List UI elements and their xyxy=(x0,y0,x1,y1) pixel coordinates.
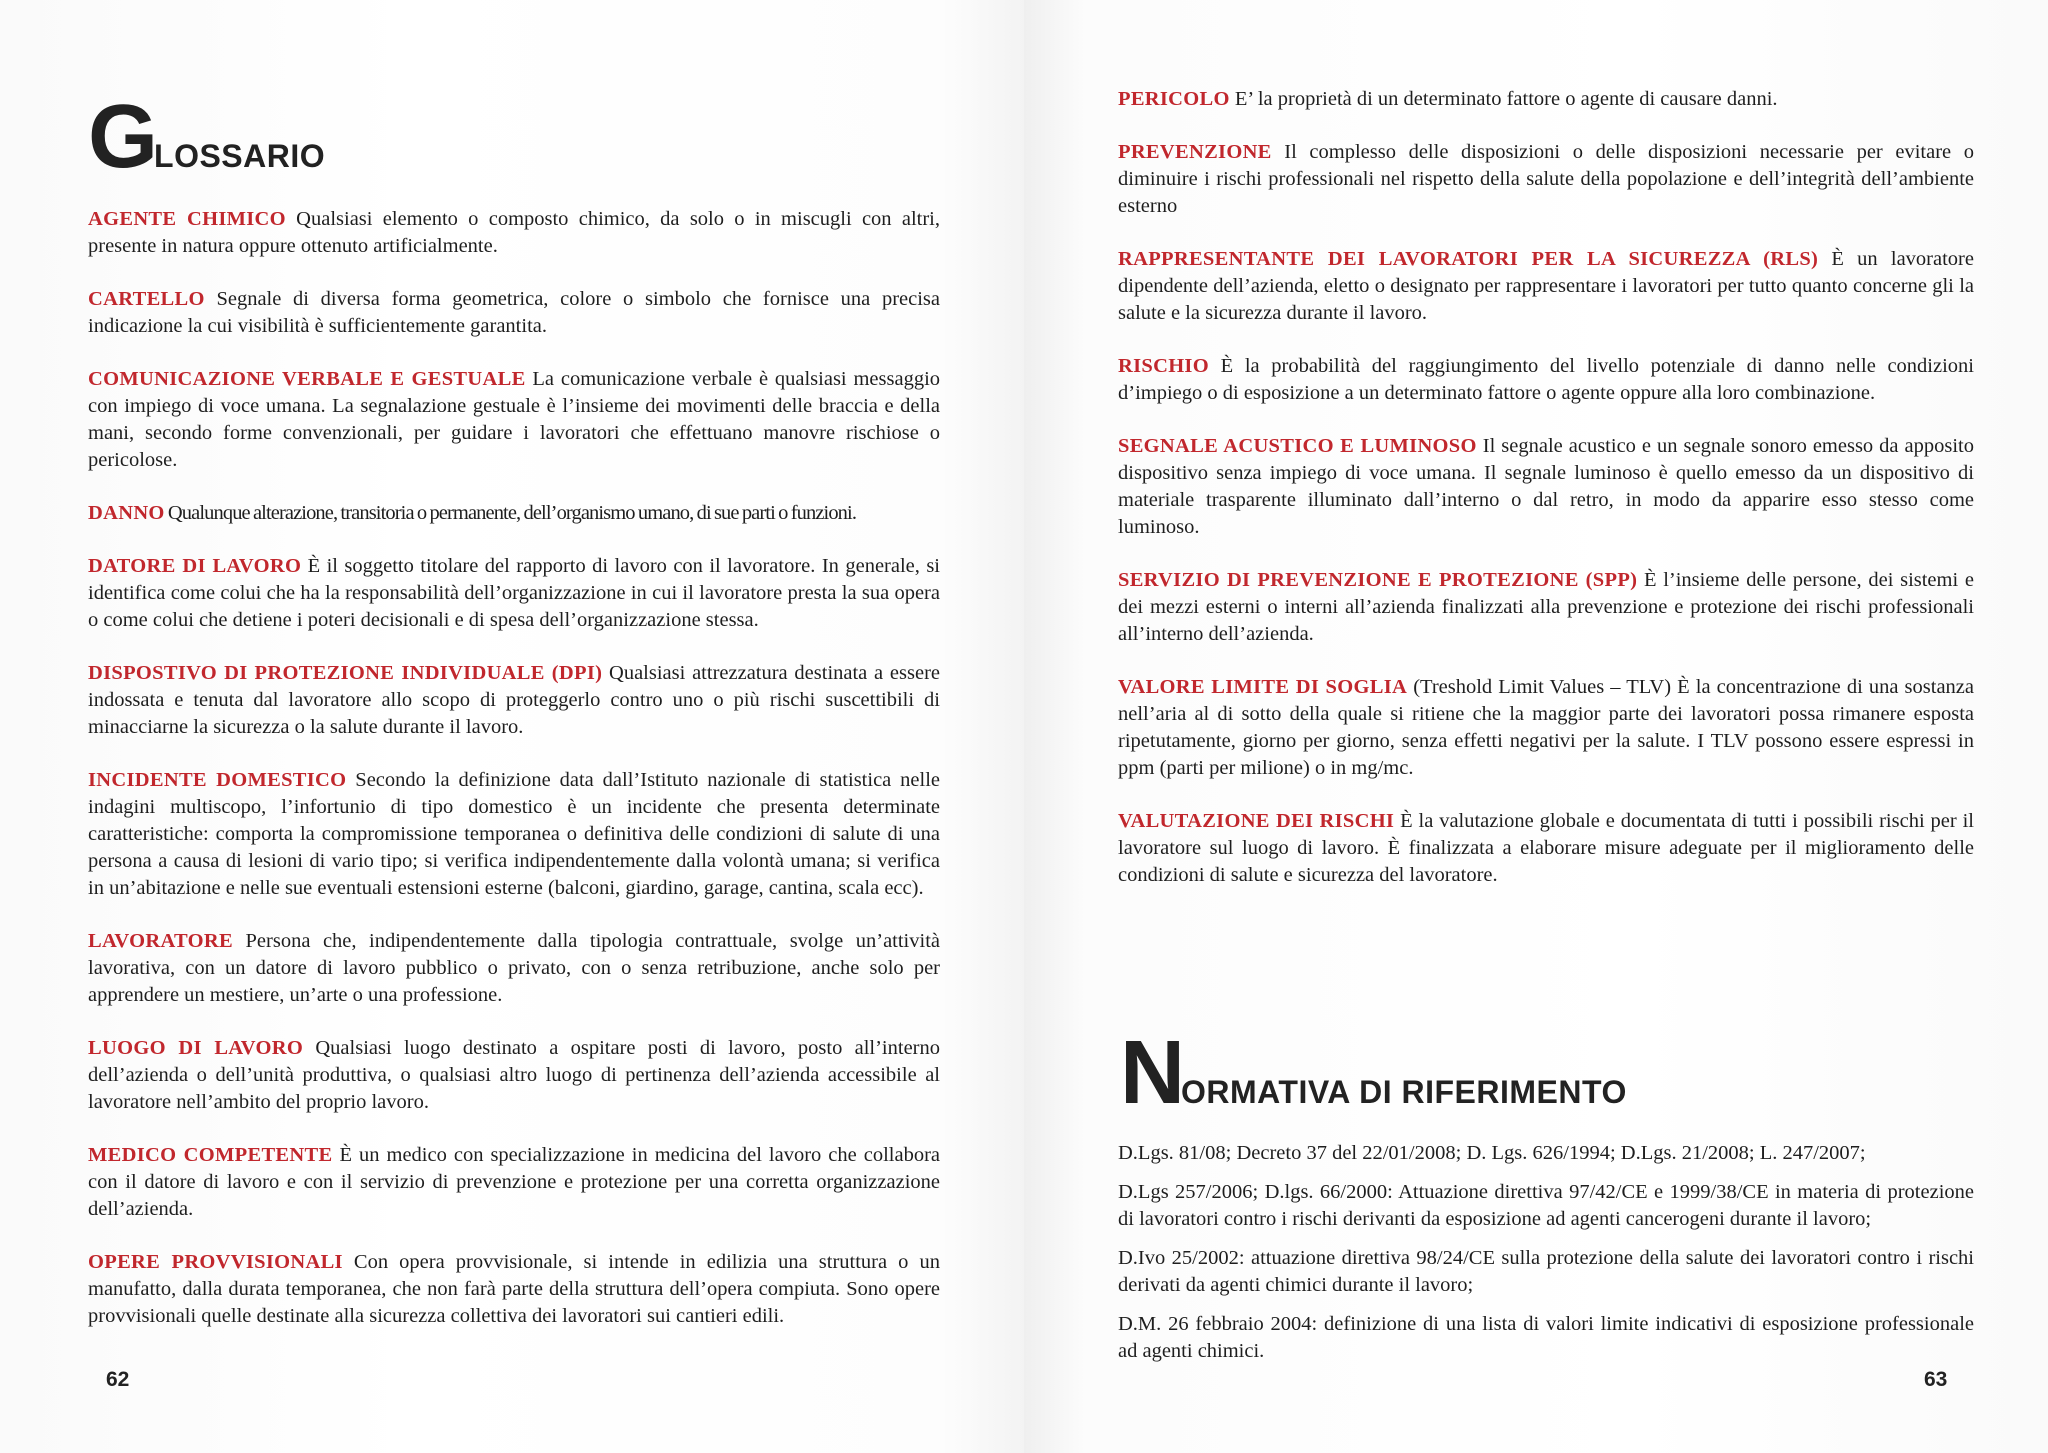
glossary-entry-segnale xyxy=(1118,433,1974,541)
glossary-entry-valutazione-rischi xyxy=(1118,808,1974,889)
glossary-definition: Segnale di diversa forma geometrica, colore o simbolo che fornisce una precisa indicazione la cui visibilità è sufficientemente garantita. xyxy=(88,288,940,337)
glossary-entry-prevenzione xyxy=(1118,139,1974,220)
normativa-item: D.Lgs. 81/08; Decreto 37 del 22/01/2008; D. Lgs. 626/1994; D.Lgs. 21/2008; L. 247/2007; xyxy=(1118,1142,1866,1164)
glossary-term: DISPOSTIVO DI PROTEZIONE INDIVIDUALE (DPI) xyxy=(88,662,603,684)
glossary-term: PERICOLO xyxy=(1118,88,1230,110)
glossary-term: SEGNALE ACUSTICO E LUMINOSO xyxy=(1118,435,1477,457)
glossary-definition: È un medico con specializzazione in medicina del lavoro che collabora con il datore di lavoro e con il servizio di prevenzione e protezione per una corretta organizzazione dell’azienda. xyxy=(88,1144,940,1220)
glossary-entry-rischio xyxy=(1118,353,1974,407)
glossary-definition: Il segnale acustico e un segnale sonoro emesso da apposito dispositivo senza impiego di voce umana. Il segnale luminoso è quello emesso da un dispositivo di materiale trasparente illuminato dall’interno o dal retro, in modo da apparire esso stesso come luminoso. xyxy=(1118,435,1974,538)
glossary-entry-cartello xyxy=(88,286,940,340)
glossary-entry-luogo-di-lavoro xyxy=(88,1035,940,1116)
glossary-term: RISCHIO xyxy=(1118,355,1209,377)
glossary-term: CARTELLO xyxy=(88,288,205,310)
glossary-term: LUOGO DI LAVORO xyxy=(88,1037,304,1059)
glossary-term: COMUNICAZIONE VERBALE E GESTUALE xyxy=(88,368,526,390)
glossary-entry-comunicazione xyxy=(88,366,940,474)
glossary-definition: È la probabilità del raggiungimento del livello potenziale di danno nelle condizioni d’impiego o di esposizione a un determinato fattore o agente oppure alla loro combinazione. xyxy=(1118,355,1974,404)
glossario-heading xyxy=(88,87,326,187)
glossary-term: OPERE PROVVISIONALI xyxy=(88,1251,343,1273)
glossary-definition: E’ la proprietà di un determinato fattore o agente di causare danni. xyxy=(1229,88,1778,110)
glossario-heading-initial: G xyxy=(88,87,155,187)
glossary-entry-dpi xyxy=(88,660,940,741)
glossary-entry-danno xyxy=(88,500,940,527)
normativa-list xyxy=(1118,1140,1974,1377)
normativa-heading-initial: N xyxy=(1120,1023,1181,1123)
glossary-definition: Il complesso delle disposizioni o delle disposizioni necessarie per evitare o diminuire i rischi professionali nel rispetto della salute della popolazione e dell’integrità dell’ambiente esterno xyxy=(1118,141,1974,217)
glossary-column-left xyxy=(88,206,940,1356)
glossario-heading-rest: LOSSARIO xyxy=(154,138,326,174)
glossary-term: MEDICO COMPETENTE xyxy=(88,1144,333,1166)
normativa-item: D.M. 26 febbraio 2004: definizione di una lista di valori limite indicativi di esposizione professionale ad agenti chimici. xyxy=(1118,1313,1974,1362)
glossary-term: LAVORATORE xyxy=(88,930,233,952)
glossary-term: RAPPRESENTANTE DEI LAVORATORI PER LA SICUREZZA (RLS) xyxy=(1118,248,1819,270)
glossary-entry-tlv xyxy=(1118,674,1974,782)
glossary-term: DATORE DI LAVORO xyxy=(88,555,302,577)
glossary-term: VALORE LIMITE DI SOGLIA xyxy=(1118,676,1408,698)
glossary-definition: È un lavoratore dipendente dell’azienda, eletto o designato per rappresentare i lavoratori per tutto quanto concerne gli la salute e la sicurezza durante il lavoro. xyxy=(1118,248,1974,324)
glossary-definition: Secondo la definizione data dall’Istituto nazionale di statistica nelle indagini multiscopo, l’infortunio di tipo domestico è un incidente che presenta determinate caratteristiche: comporta la compromissione temporanea o definitiva delle condizioni di salute di una persona a causa di lesioni di vario tipo; si verifica indipendentemente dalla volontà umana; si verifica in un’abitazione e nelle sue eventuali estensioni esterne (balconi, giardino, garage, cantina, scala ecc). xyxy=(88,769,941,899)
glossary-term: PREVENZIONE xyxy=(1118,141,1272,163)
normativa-item: D.Ivo 25/2002: attuazione direttiva 98/24/CE sulla protezione della salute dei lavoratori contro i rischi derivati da agenti chimici durante il lavoro; xyxy=(1118,1247,1974,1296)
glossary-term: SERVIZIO DI PREVENZIONE E PROTEZIONE (SPP) xyxy=(1118,569,1638,591)
glossary-entry-rls xyxy=(1118,246,1974,327)
glossary-definition: Con opera provvisionale, si intende in edilizia una struttura o un manufatto, dalla durata temporanea, che non farà parte della struttura dell’opera compiuta. Sono opere provvisionali quelle destinate alla sicurezza collettiva dei lavoratori sui cantieri edili. xyxy=(88,1251,940,1327)
glossary-definition: La comunicazione verbale è qualsiasi messaggio con impiego di voce umana. La segnalazione gestuale è l’insieme dei movimenti delle braccia e della mani, secondo forme convenzionali, per guidare i lavoratori che effettuano manovre rischiose o pericolose. xyxy=(88,368,941,471)
glossary-entry-medico-competente xyxy=(88,1142,940,1223)
glossary-definition: È il soggetto titolare del rapporto di lavoro con il lavoratore. In generale, si identifica come colui che ha la responsabilità dell’organizzazione in cui il lavoratore presta la sua opera o come colui che detiene i poteri decisionali e di spesa dell’organizzazione stessa. xyxy=(88,555,940,631)
glossary-definition: Qualsiasi attrezzatura destinata a essere indossata e tenuta dal lavoratore allo scopo di proteggerlo contro uno o più rischi suscettibili di minacciarne la sicurezza o la salute durante il lavoro. xyxy=(88,662,940,738)
glossary-entry-agente-chimico xyxy=(88,206,940,260)
normativa-heading-rest: ORMATIVA DI RIFERIMENTO xyxy=(1181,1074,1627,1110)
glossary-term: VALUTAZIONE DEI RISCHI xyxy=(1118,810,1395,832)
glossary-definition: Qualunque alterazione, transitoria o permanente, dell’organismo umano, di sue parti o funzioni. xyxy=(164,502,857,524)
glossary-entry-opere-provvisionali xyxy=(88,1249,940,1330)
glossary-entry-spp xyxy=(1118,567,1974,648)
glossary-definition: È la valutazione globale e documentata di tutti i possibili rischi per il lavoratore sul luogo di lavoro. È finalizzata a elaborare misure adeguate per il miglioramento delle condizioni di salute e sicurezza del lavoratore. xyxy=(1118,810,1974,886)
glossary-entry-pericolo xyxy=(1118,86,1974,113)
normativa-heading xyxy=(1120,1023,1627,1123)
glossary-term: DANNO xyxy=(88,502,165,524)
glossary-definition: Qualsiasi luogo destinato a ospitare posti di lavoro, posto all’interno dell’azienda o dell’unità produttiva, o qualsiasi altro luogo di pertinenza dell’azienda accessibile al lavoratore nell’ambito del proprio lavoro. xyxy=(88,1037,940,1113)
normativa-item: D.Lgs 257/2006; D.lgs. 66/2000: Attuazione direttiva 97/42/CE e 1999/38/CE in materia di protezione di lavoratori contro i rischi derivanti da esposizione ad agenti cancerogeni durante il lavoro; xyxy=(1118,1181,1974,1230)
glossary-definition: È l’insieme delle persone, dei sistemi e dei mezzi esterni o interni all’azienda finalizzati alla prevenzione e protezione dei rischi professionali all’interno dell’azienda. xyxy=(1118,569,1974,645)
glossary-definition: Qualsiasi elemento o composto chimico, da solo o in miscugli con altri, presente in natura oppure ottenuto artificialmente. xyxy=(88,208,940,257)
glossary-column-right xyxy=(1118,86,1974,915)
glossary-term: INCIDENTE DOMESTICO xyxy=(88,769,347,791)
page-number-left: 62 xyxy=(106,1368,130,1391)
glossary-entry-lavoratore xyxy=(88,928,940,1009)
glossary-entry-incidente-domestico xyxy=(88,767,940,902)
glossary-entry-datore-di-lavoro xyxy=(88,553,940,634)
glossary-term: AGENTE CHIMICO xyxy=(88,208,286,230)
glossary-definition: (Treshold Limit Values – TLV) È la concentrazione di una sostanza nell’aria al di sotto della quale si ritiene che la maggior parte dei lavoratori possa rimanere esposta ripetutamente, giorno per giorno, senza effetti negativi per la salute. I TLV possono essere espressi in ppm (parti per milione) o in mg/mc. xyxy=(1118,676,1974,779)
page-number-right: 63 xyxy=(1924,1368,1948,1391)
glossary-definition: Persona che, indipendentemente dalla tipologia contrattuale, svolge un’attività lavorativa, con un datore di lavoro pubblico o privato, con o senza retribuzione, anche solo per apprendere un mestiere, un’arte o una professione. xyxy=(88,930,940,1006)
